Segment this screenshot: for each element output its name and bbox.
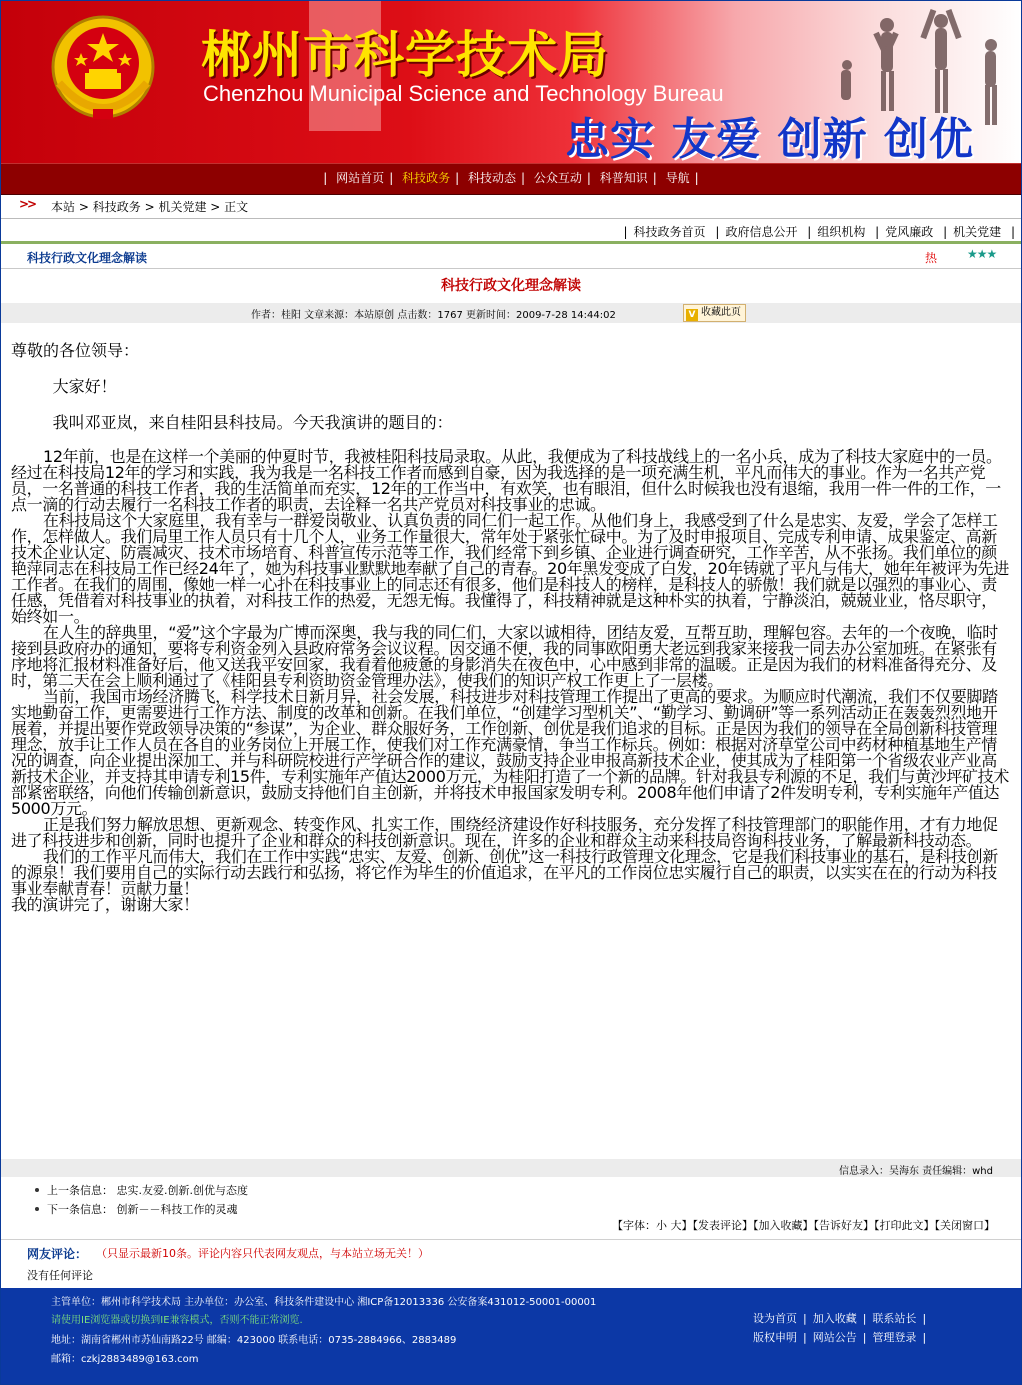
nav-item-science-knowledge[interactable]: 科普知识 [599,171,648,185]
editor-info: 信息录入：吴海东 责任编辑：whd [838,1166,993,1177]
subnav-item-integrity[interactable]: 党风廉政 [885,225,934,239]
sub-nav [1,218,1021,244]
footer-org-info: 主管单位：郴州市科学技术局 主办单位：办公室、科技条件建设中心 湘ICP备12013336 公安备案431012-50001-00001 [51,1297,597,1308]
national-emblem-icon [49,13,157,123]
section-title-bar [1,244,1021,269]
post-comment-button[interactable]: 【发表评论】 [692,1219,753,1232]
copyright-link[interactable]: 版权申明 [753,1331,797,1344]
comments-header [1,1239,1021,1262]
add-bookmark-link[interactable]: 加入收藏 [812,1312,857,1325]
header-banner [1,1,1021,163]
tell-friend-button[interactable]: 【告诉好友】 [813,1219,874,1232]
bookmark-page-button[interactable] [683,304,746,322]
athletes-silhouette-decoration [801,5,1021,155]
breadcrumb-item-site[interactable]: 本站 [51,200,76,214]
breadcrumb-item-current: 正文 [224,200,249,214]
footer-links-row1: 设为首页 | 加入收藏 | 联系站长 | [747,1310,926,1326]
paragraph: 正是我们努力解放思想、更新观念、转变作风、扎实工作，围绕经济建设作好科技服务，充分发挥了科技管理部门的职能作用，才有力地促进了科技进步和创新，同时也提升了企业和群众的科技创新意识。现在，许多的企业和群众主动来科技局咨询科技业务，了解最新科技动态。 [11,815,998,850]
editor-info-bar [1,1159,1021,1177]
add-favorite-button[interactable]: 【加入收藏】 [753,1219,814,1232]
main-nav-row: | 网站首页 | 科技政务 | 科技动态 | 公众互动 | 科普知识 | 导航 | [323,171,699,185]
prev-next-links [35,1181,248,1219]
hello: 大家好！ [52,377,117,396]
main-nav [1,163,1021,195]
subnav-item-info-disclosure[interactable]: 政府信息公开 [725,225,798,239]
close-window-button[interactable]: 【关闭窗口】 [934,1219,995,1232]
article-meta-text: 作者：桂阳 文章来源：本站原创 点击数：1767 更新时间：2009-7-28 14:44:02 [251,310,616,321]
footer-links-row2: 版权申明 | 网站公告 | 管理登录 | [747,1329,926,1345]
footer-email: 邮箱：czkj2883489@163.com [51,1354,199,1365]
breadcrumb: 本站 > 科技政务 > 机关党建 > 正文 [51,200,249,214]
admin-login-link[interactable]: 管理登录 [872,1331,917,1344]
nav-item-navigation[interactable]: 导航 [665,171,690,185]
article-tools: 【字体：小 大】【发表评论】【加入收藏】【告诉好友】【打印此文】【关闭窗口】 [612,1219,995,1232]
bullet-icon [35,1188,39,1192]
paragraph: 当前，我国市场经济腾飞，科学技术日新月异，社会发展，科技进步对科技管理工作提出了更高的要求。为顺应时代潮流，我们不仅要脚踏实地勤奋工作，更需要进行工作方法、制度的改革和创新。在我们单位，“创建学习型机关”、“勤学习、勤调研”等一系列活动正在轰轰烈烈地开展着，并提出要作党政领导决策的“参谋”，为企业、群众服好务，工作创新、创优是我们追求的目标。正是因为我们的领导在全局创新科技管理理念，放手让工作人员在各自的业务岗位上开展工作，使我们对工作充满豪情，争当工作标兵。例如：根据对济草堂公司中药材种植基地生产情况的调查，向企业提出深加工、并与科研院校进行产学研合作的建议，鼓励支持企业申报高新技术企业，使其成为了桂阳第一个省级农业产业高新技术企业，并支持其申请专利15件，专利实施年产值达2000万元，为桂阳打造了一个新的品牌。针对我县专利源的不足，我们与黄沙坪矿技术部紧密联络，向他们传输创新意识，鼓励支持他们自主创新，并将技术申报国家发明专利。2008年他们申请了2件发明专利，专利实施年产值达5000万元。 [11,687,1009,818]
nav-item-gov-affairs[interactable]: 科技政务 [402,171,451,185]
hot-badge: 热 [925,251,938,265]
paragraph: 我们的工作平凡而伟大，我们在工作中实践“忠实、友爱、创新、创优”这一科技行政管理文化理念，它是我们科技事业的基石，是科技创新的源泉！我们要用自己的实际行动去践行和弘扬，将它作为毕生的价值追求，在平凡的工作岗位忠实履行自己的职责，以实实在在的行动为科技事业奉献青春！贡献力量！ [11,847,998,898]
set-homepage-link[interactable]: 设为首页 [753,1312,797,1325]
footer [1,1288,1021,1384]
section-title: 科技行政文化理念解读 [27,251,148,265]
footer-address: 地址：湖南省郴州市苏仙南路22号 邮编：423000 联系电话：0735-2884966、2883489 [51,1335,457,1346]
subnav-item-organization[interactable]: 组织机构 [817,225,866,239]
comments-label: 网友评论： [27,1247,88,1261]
prev-article-link[interactable]: 忠实.友爱.创新.创优与态度 [116,1184,248,1197]
next-item: 下一条信息： 创新－－科技工作的灵魂 [35,1200,248,1219]
nav-item-public-interaction[interactable]: 公众互动 [533,171,582,185]
v-icon: V [686,309,698,321]
paragraph: 在人生的辞典里，“爱”这个字最为广博而深奥，我与我的同仁们，大家以诚相待，团结友爱，互帮互助，理解包容。去年的一个夜晚，临时接到县政府办的通知，要将专利资金列入县政府常务会议议程。因交通不便，我的同事欧阳勇大老远到我家来接我一同去办公室加班。在紧张有序地将汇报材料准备好后，他又送我平安回家，我看着他疲惫的身影消失在夜色中，心中感到非常的温暖。正是因为我们的材料准备得充分、及时，第二天在会上顺利通过了《桂阳县专利资助资金管理办法》，使我们的知识产权工作更上了一层楼。 [11,623,998,690]
article-body [11,341,1011,913]
closing: 我的演讲完了，谢谢大家！ [11,895,199,914]
double-chevron-right-icon: >> [19,197,36,211]
slogan: 忠实 友爱 创新 创优 [565,114,974,163]
nav-item-news[interactable]: 科技动态 [467,171,516,185]
announcement-link[interactable]: 网站公告 [812,1331,857,1344]
footer-browser-warning: 请使用IE浏览器或切换到IE兼容模式，否则不能正常浏览. [51,1315,303,1326]
breadcrumb-bar [1,194,1021,216]
prev-item: 上一条信息： 忠实.友爱.创新.创优与态度 [35,1181,248,1200]
subnav-item-gov-home[interactable]: 科技政务首页 [633,225,706,239]
intro: 我叫邓亚岚，来自桂阳县科技局。今天我演讲的题目的： [52,413,453,432]
bullet-icon [35,1207,39,1211]
rating-stars: ★★★ [967,247,997,261]
breadcrumb-item-party-building[interactable]: 机关党建 [158,200,207,214]
nav-item-home[interactable]: 网站首页 [336,171,385,185]
paragraph: 12年前，也是在这样一个美丽的仲夏时节，我被桂阳科技局录取。从此，我便成为了科技战线上的一名小兵，成为了科技大家庭中的一员。经过在科技局12年的学习和实践，我为我是一名科技工作者而感到自豪，因为我选择的是一项充满生机，平凡而伟大的事业。作为一名共产党员，一名普通的科技工作者，我的生活简单而充实，12年的工作当中，有欢笑，也有眼泪，但什么时候我也没有退缩，我用一件一件的工作，一点一滴的行动去履行一名科技工作者的职责，去诠释一名共产党员对科技事业的忠诚。 [11,447,1002,514]
site-title: 郴州市科学技术局 [201,26,609,84]
greeting: 尊敬的各位领导： [11,341,140,360]
article-title: 科技行政文化理念解读 [441,278,581,294]
font-large-button[interactable]: 大 [670,1219,682,1232]
subnav-item-party-building[interactable]: 机关党建 [953,225,1002,239]
next-article-link[interactable]: 创新－－科技工作的灵魂 [116,1203,238,1216]
bookmark-page-label: 收藏此页 [701,307,741,318]
contact-webmaster-link[interactable]: 联系站长 [872,1312,917,1325]
comments-note: （只显示最新10条。评论内容只代表网友观点，与本站立场无关！） [96,1247,429,1260]
paragraph: 在科技局这个大家庭里，我有幸与一群爱岗敬业、认真负责的同仁们一起工作。从他们身上，我感受到了什么是忠实、友爱，学会了怎样工作，怎样做人。我们局里工作人员只有十几个人，业务工作量很大，常年处于紧张忙碌中。为了及时申报项目、完成专利申请、成果鉴定、高新技术企业认定、防震减灾、技术市场培育、科普宣传示范等工作，我们经常下到乡镇、企业进行调查研究，工作辛苦，从不张扬。我们单位的颜艳萍同志在科技局工作已经24年了，她为科技事业默默地奉献了自己的青春。20年黑发变成了白发，20年铸就了平凡与伟大，她年年被评为先进工作者。在我们的周围，像她一样一心扑在科技事业上的同志还有很多，他们是科技人的榜样，是科技人的骄傲！我们就是以强烈的事业心、责任感，凭借着对科技事业的执着，对科技工作的热爱，无怨无悔。我懂得了，科技精神就是这种朴实的执着，宁静淡泊，兢兢业业，恪尽职守，始终如一。 [11,511,1009,626]
site-subtitle: Chenzhou Municipal Science and Technology Bureau [203,81,724,106]
article-meta [1,303,1021,323]
no-comments-text: 没有任何评论 [27,1269,93,1282]
font-small-button[interactable]: 小 [656,1219,667,1232]
breadcrumb-item-gov-affairs[interactable]: 科技政务 [92,200,141,214]
sub-nav-row: | 科技政务首页 | 政府信息公开 | 组织机构 | 党风廉政 | 机关党建 | [623,225,1015,239]
print-button[interactable]: 【打印此文】 [874,1219,935,1232]
